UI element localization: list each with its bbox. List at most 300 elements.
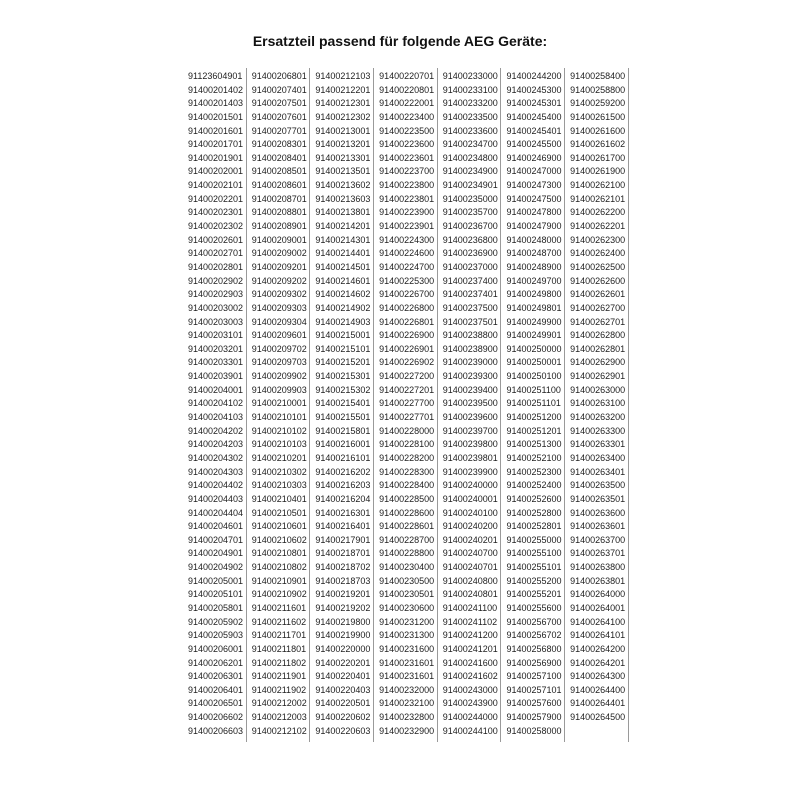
model-number-cell: 91400248900 xyxy=(506,261,562,272)
model-number-cell: 91400251200 xyxy=(506,412,562,423)
model-number-cell: 91400233100 xyxy=(442,84,498,95)
model-number-cell: 91400206401 xyxy=(188,684,244,695)
model-number-cell: 91400262701 xyxy=(570,316,626,327)
model-number-cell: 91400220000 xyxy=(315,643,371,654)
model-number-cell: 91400223601 xyxy=(379,152,435,163)
model-number-cell: 91400230600 xyxy=(379,602,435,613)
model-number-cell: 91400264000 xyxy=(570,589,626,600)
model-number-cell: 91400263401 xyxy=(570,466,626,477)
model-number-cell: 91400261700 xyxy=(570,152,626,163)
model-number-cell: 91400249901 xyxy=(506,330,562,341)
model-number-cell: 91400263200 xyxy=(570,412,626,423)
model-number-cell: 91400250000 xyxy=(506,343,562,354)
model-number-cell: 91400213301 xyxy=(315,152,371,163)
model-number-cell: 91400230400 xyxy=(379,562,435,573)
model-number-cell: 91400214501 xyxy=(315,261,371,272)
model-number-cell: 91400205801 xyxy=(188,602,244,613)
model-number-cell: 91400203301 xyxy=(188,357,244,368)
model-number-cell: 91400237500 xyxy=(442,302,498,313)
model-number-cell: 91400228601 xyxy=(379,521,435,532)
model-number-cell: 91400233200 xyxy=(442,98,498,109)
model-number-cell: 91400228300 xyxy=(379,466,435,477)
model-number-cell: 91400214401 xyxy=(315,248,371,259)
model-number-cell: 91400202301 xyxy=(188,207,244,218)
model-number-cell: 91400208801 xyxy=(251,207,307,218)
model-number-cell: 91400219800 xyxy=(315,616,371,627)
model-number-cell: 91400240001 xyxy=(442,493,498,504)
model-number-cell: 91400234901 xyxy=(442,180,498,191)
model-number-cell: 91400204103 xyxy=(188,412,244,423)
model-number-cell: 91400264300 xyxy=(570,671,626,682)
model-number-cell: 91400215801 xyxy=(315,425,371,436)
model-number-cell: 91400240000 xyxy=(442,480,498,491)
model-number-cell: 91400226902 xyxy=(379,357,435,368)
model-number-cell: 91400212103 xyxy=(315,71,371,81)
model-number-cell: 91400239400 xyxy=(442,384,498,395)
model-number-cell: 91400258400 xyxy=(570,71,626,81)
model-number-cell: 91400239500 xyxy=(442,398,498,409)
model-number-cell: 91400252300 xyxy=(506,466,562,477)
model-number-cell: 91400213001 xyxy=(315,125,371,136)
model-number-cell: 91400208401 xyxy=(251,152,307,163)
model-number-cell: 91400212201 xyxy=(315,84,371,95)
model-number-cell: 91400226900 xyxy=(379,330,435,341)
model-number-cell: 91400209601 xyxy=(251,330,307,341)
model-number-cell: 91400263501 xyxy=(570,493,626,504)
model-number-cell: 91400206801 xyxy=(251,71,307,81)
model-number-cell: 91400263601 xyxy=(570,521,626,532)
model-number-cell: 91400240700 xyxy=(442,548,498,559)
model-number-cell: 91400210103 xyxy=(251,439,307,450)
model-number-cell: 91400214903 xyxy=(315,316,371,327)
model-number-cell: 91400245500 xyxy=(506,139,562,150)
model-number-cell: 91400243000 xyxy=(442,684,498,695)
model-number-cell: 91400226801 xyxy=(379,316,435,327)
model-number-cell: 91400262900 xyxy=(570,357,626,368)
model-number-cell: 91400219900 xyxy=(315,630,371,641)
model-number-cell: 91400213602 xyxy=(315,180,371,191)
model-number-cell: 91400202101 xyxy=(188,180,244,191)
model-number-cell: 91400264200 xyxy=(570,643,626,654)
model-number-cell: 91400205903 xyxy=(188,630,244,641)
model-number-cell: 91400210501 xyxy=(251,507,307,518)
model-number-cell: 91400208501 xyxy=(251,166,307,177)
model-number-cell: 91400247000 xyxy=(506,166,562,177)
model-number-cell: 91400263700 xyxy=(570,534,626,545)
model-number-cell: 91400223500 xyxy=(379,125,435,136)
model-number-cell: 91400223600 xyxy=(379,139,435,150)
model-number-cell: 91400240801 xyxy=(442,589,498,600)
model-number-cell: 91400233500 xyxy=(442,111,498,122)
model-column xyxy=(247,68,311,742)
model-number-cell: 91400209304 xyxy=(251,316,307,327)
model-number-cell: 91400206603 xyxy=(188,725,244,736)
model-number-cell: 91400232900 xyxy=(379,725,435,736)
model-number-cell: 91400249700 xyxy=(506,275,562,286)
model-number-cell: 91400231600 xyxy=(379,643,435,654)
model-number-cell: 91400251100 xyxy=(506,384,561,395)
model-number-cell: 91400212003 xyxy=(251,712,307,723)
model-number-cell: 91400206201 xyxy=(188,657,244,668)
model-number-cell: 91400238900 xyxy=(442,343,498,354)
model-number-cell: 91400263801 xyxy=(570,575,626,586)
model-number-cell: 91400264401 xyxy=(570,698,626,709)
model-number-cell: 91400216301 xyxy=(315,507,371,518)
model-number-cell: 91400247900 xyxy=(506,221,562,232)
model-number-cell: 91400236800 xyxy=(442,234,498,245)
model-number-cell: 91400201701 xyxy=(188,139,244,150)
model-number-cell: 91400230500 xyxy=(379,575,435,586)
model-number-cell: 91400244200 xyxy=(506,71,562,81)
model-number-cell: 91400211901 xyxy=(251,671,307,682)
model-number-cell: 91400244000 xyxy=(442,712,498,723)
model-number-cell: 91400234900 xyxy=(442,166,498,177)
model-number-cell: 91400203101 xyxy=(188,330,244,341)
model-number-cell: 91400240201 xyxy=(442,534,498,545)
model-number-cell: 91400231601 xyxy=(379,657,435,668)
model-number-cell: 91400255100 xyxy=(506,548,562,559)
model-number-cell: 91400255200 xyxy=(506,575,562,586)
model-number-cell: 91400214301 xyxy=(315,234,371,245)
model-number-cell: 91400204403 xyxy=(188,493,244,504)
model-number-cell: 91400248700 xyxy=(506,248,562,259)
model-number-cell: 91400202701 xyxy=(188,248,244,259)
model-number-cell: 91400262100 xyxy=(570,180,626,191)
model-number-cell: 91400211701 xyxy=(251,630,307,641)
model-number-cell: 91400241600 xyxy=(442,657,498,668)
model-number-cell: 91400239900 xyxy=(442,466,498,477)
model-number-cell: 91400207501 xyxy=(251,98,307,109)
model-number-cell: 91400247300 xyxy=(506,180,562,191)
model-number-cell: 91400239800 xyxy=(442,439,498,450)
model-number-cell: 91400216001 xyxy=(315,439,371,450)
model-number-cell: 91400204203 xyxy=(188,439,244,450)
model-number-cell: 91400264101 xyxy=(570,630,626,641)
model-number-cell: 91400207401 xyxy=(251,84,307,95)
model-number-cell: 91400209702 xyxy=(251,343,307,354)
model-number-cell: 91400232100 xyxy=(379,698,435,709)
model-number-cell: 91400204302 xyxy=(188,452,244,463)
model-number-cell: 91400228500 xyxy=(379,493,435,504)
model-number-cell: 91400257900 xyxy=(506,712,562,723)
model-number-cell: 91400213603 xyxy=(315,193,371,204)
model-number-cell: 91400202601 xyxy=(188,234,244,245)
model-column xyxy=(374,68,438,742)
model-number-cell: 91400226901 xyxy=(379,343,435,354)
model-number-cell: 91400263100 xyxy=(570,398,626,409)
model-number-cell: 91400202902 xyxy=(188,275,244,286)
model-number-cell: 91400210901 xyxy=(251,575,307,586)
model-number-cell: 91400223800 xyxy=(379,180,435,191)
model-number-cell: 91400204001 xyxy=(188,384,244,395)
model-number-cell: 91400228100 xyxy=(379,439,435,450)
model-number-cell: 91400237501 xyxy=(442,316,498,327)
model-number-cell: 91400252400 xyxy=(506,480,562,491)
model-number-cell: 91400262801 xyxy=(570,343,626,354)
model-number-cell: 91400252800 xyxy=(506,507,562,518)
model-number-cell: 91400239600 xyxy=(442,412,498,423)
model-number-cell: 91400210902 xyxy=(251,589,307,600)
model-number-cell: 91400261600 xyxy=(570,125,626,136)
model-number-cell: 91400244100 xyxy=(442,725,498,736)
model-number-cell: 91400209302 xyxy=(251,289,307,300)
model-number-cell: 91400204202 xyxy=(188,425,244,436)
model-number-cell: 91400203201 xyxy=(188,343,244,354)
model-number-cell: 91400215501 xyxy=(315,412,371,423)
model-number-cell: 91400262700 xyxy=(570,302,626,313)
model-number-cell: 91400237000 xyxy=(442,261,498,272)
model-number-cell: 91400207701 xyxy=(251,125,307,136)
model-number-cell: 91400202201 xyxy=(188,193,244,204)
model-number-cell: 91400262400 xyxy=(570,248,626,259)
model-number-cell: 91400210102 xyxy=(251,425,307,436)
model-number-cell: 91400206602 xyxy=(188,712,244,723)
model-number-cell: 91400245300 xyxy=(506,84,562,95)
model-number-cell: 91400211801 xyxy=(251,643,307,654)
model-number-cell: 91400210201 xyxy=(251,452,307,463)
model-number-cell: 91400220403 xyxy=(315,684,371,695)
model-number-cell: 91400239801 xyxy=(442,452,498,463)
model-column xyxy=(438,68,502,742)
model-number-cell: 91400207601 xyxy=(251,111,307,122)
model-number-cell: 91400248000 xyxy=(506,234,562,245)
model-number-cell: 91400228600 xyxy=(379,507,435,518)
model-number-cell: 91400213501 xyxy=(315,166,371,177)
model-number-cell: 91400215301 xyxy=(315,371,371,382)
model-number-cell: 91400257100 xyxy=(506,671,562,682)
model-number-cell: 91400256900 xyxy=(506,657,562,668)
model-number-cell: 91400256800 xyxy=(506,643,562,654)
model-number-cell: 91400219202 xyxy=(315,602,371,613)
page-title: Ersatzteil passend für folgende AEG Geräte: xyxy=(252,33,548,49)
model-number-cell: 91400220401 xyxy=(315,671,371,682)
model-number-cell: 91400228200 xyxy=(379,452,435,463)
model-number-cell: 91400262300 xyxy=(570,234,626,245)
model-number-cell: 91400220801 xyxy=(379,84,435,95)
model-number-cell: 91400245301 xyxy=(506,98,562,109)
model-number-cell: 91400252100 xyxy=(506,452,562,463)
model-number-cell: 91400262201 xyxy=(570,221,626,232)
model-number-cell: 91400228700 xyxy=(379,534,435,545)
model-number-cell: 91400212002 xyxy=(251,698,307,709)
model-number-cell: 91400263300 xyxy=(570,425,626,436)
model-number-cell: 91400241102 xyxy=(442,616,498,627)
model-number-cell: 91400226700 xyxy=(379,289,435,300)
model-number-cell: 91400208601 xyxy=(251,180,307,191)
model-number-cell: 91400263301 xyxy=(570,439,626,450)
model-number-cell: 91400215101 xyxy=(315,343,371,354)
model-number-cell: 91400223900 xyxy=(379,207,435,218)
model-number-cell: 91400231300 xyxy=(379,630,435,641)
model-number-cell: 91400263701 xyxy=(570,548,626,559)
model-column xyxy=(501,68,565,742)
model-number-cell: 91400215401 xyxy=(315,398,371,409)
model-number-cell: 91400259200 xyxy=(570,98,626,109)
model-number-cell: 91400241201 xyxy=(442,643,498,654)
model-number-cell: 91400261900 xyxy=(570,166,626,177)
model-number-cell: 91400222001 xyxy=(379,98,435,109)
model-number-cell: 91400262500 xyxy=(570,261,626,272)
model-number-cell: 91400204303 xyxy=(188,466,244,477)
model-number-cell: 91400201403 xyxy=(188,98,244,109)
model-number-cell: 91400263400 xyxy=(570,452,626,463)
model-number-cell: 91400212102 xyxy=(251,725,307,736)
model-number-cell: 91400226800 xyxy=(379,302,435,313)
model-column xyxy=(183,68,247,742)
model-number-cell: 91400227200 xyxy=(379,371,435,382)
model-number-cell: 91400251101 xyxy=(506,398,561,409)
model-number-cell: 91400247500 xyxy=(506,193,562,204)
model-number-cell: 91400241602 xyxy=(442,671,498,682)
model-number-cell: 91400231601 xyxy=(379,671,435,682)
model-number-cell: 91400216203 xyxy=(315,480,371,491)
model-number-cell: 91400249801 xyxy=(506,302,562,313)
model-number-cell: 91400262601 xyxy=(570,289,626,300)
model-column xyxy=(310,68,374,742)
model-number-cell: 91400239000 xyxy=(442,357,498,368)
model-number-cell: 91400243900 xyxy=(442,698,498,709)
model-number-cell: 91400209001 xyxy=(251,234,307,245)
model-number-cell: 91400204102 xyxy=(188,398,244,409)
model-number-cell: 91400240701 xyxy=(442,562,498,573)
model-number-cell: 91400239300 xyxy=(442,371,498,382)
model-number-cell: 91400255600 xyxy=(506,602,562,613)
model-number-cell: 91400209902 xyxy=(251,371,307,382)
model-number-cell: 91400218703 xyxy=(315,575,371,586)
model-number-cell: 91400234800 xyxy=(442,152,498,163)
model-number-cell: 91400245401 xyxy=(506,125,562,136)
model-number-cell: 91400249800 xyxy=(506,289,562,300)
model-number-cell: 91400204902 xyxy=(188,562,244,573)
model-number-cell: 91400208901 xyxy=(251,221,307,232)
model-number-cell: 91400213801 xyxy=(315,207,371,218)
model-number-cell: 91400245400 xyxy=(506,111,562,122)
model-number-cell: 91400235000 xyxy=(442,193,498,204)
model-number-cell: 91400257600 xyxy=(506,698,562,709)
model-number-cell: 91400261500 xyxy=(570,111,626,122)
model-number-cell: 91400210401 xyxy=(251,493,307,504)
model-number-cell: 91400216204 xyxy=(315,493,371,504)
model-number-cell: 91400215302 xyxy=(315,384,371,395)
model-number-cell: 91400201501 xyxy=(188,111,244,122)
model-number-cell: 91400217901 xyxy=(315,534,371,545)
model-number-cell: 91400204402 xyxy=(188,480,244,491)
model-number-cell: 91400212301 xyxy=(315,98,371,109)
model-number-cell: 91400264201 xyxy=(570,657,626,668)
model-number-cell: 91400264500 xyxy=(570,712,626,723)
model-number-cell: 91400211602 xyxy=(251,616,307,627)
model-number-cell: 91400210802 xyxy=(251,562,307,573)
model-number-cell: 91400250100 xyxy=(506,371,562,382)
model-number-cell: 91400203002 xyxy=(188,302,244,313)
model-number-cell: 91400263000 xyxy=(570,384,626,395)
model-number-cell: 91400210001 xyxy=(251,398,307,409)
model-number-cell: 91400227700 xyxy=(379,398,435,409)
model-number-cell: 91400228400 xyxy=(379,480,435,491)
model-number-cell: 91400263600 xyxy=(570,507,626,518)
model-number-cell: 91400224300 xyxy=(379,234,435,245)
model-number-cell: 91400251201 xyxy=(506,425,562,436)
model-number-cell: 91400219201 xyxy=(315,589,371,600)
model-number-cell: 91400212302 xyxy=(315,111,371,122)
model-number-cell: 91400240100 xyxy=(442,507,498,518)
model-number-cell: 91400249900 xyxy=(506,316,562,327)
model-number-cell: 91400220602 xyxy=(315,712,371,723)
model-number-cell: 91400224700 xyxy=(379,261,435,272)
model-number-cell: 91400234700 xyxy=(442,139,498,150)
model-number-cell: 91400204404 xyxy=(188,507,244,518)
model-number-cell: 91400202903 xyxy=(188,289,244,300)
model-number-cell: 91400262200 xyxy=(570,207,626,218)
model-number-cell: 91400250001 xyxy=(506,357,562,368)
model-number-cell: 91400211902 xyxy=(251,684,307,695)
model-number-cell: 91400209903 xyxy=(251,384,307,395)
model-number-cell: 91400233600 xyxy=(442,125,498,136)
model-number-cell: 91400220201 xyxy=(315,657,371,668)
model-number-cell: 91400223700 xyxy=(379,166,435,177)
model-number-cell: 91400225300 xyxy=(379,275,435,286)
model-number-cell: 91400223901 xyxy=(379,221,435,232)
model-number-cell: 91400261602 xyxy=(570,139,626,150)
model-number-cell: 91400208301 xyxy=(251,139,307,150)
model-number-cell: 91400264400 xyxy=(570,684,626,695)
model-number-cell: 91400215201 xyxy=(315,357,371,368)
model-number-cell: 91400202302 xyxy=(188,221,244,232)
model-number-cell: 91400236900 xyxy=(442,248,498,259)
model-number-cell: 91400203901 xyxy=(188,371,244,382)
model-number-cell: 91400220603 xyxy=(315,725,371,736)
model-number-cell: 91400220701 xyxy=(379,71,435,81)
model-number-cell: 91400232000 xyxy=(379,684,435,695)
model-number-cell: 91400262101 xyxy=(570,193,626,204)
model-number-cell: 91400210303 xyxy=(251,480,307,491)
model-number-cell: 91400213201 xyxy=(315,139,371,150)
model-number-cell: 91400238800 xyxy=(442,330,498,341)
model-number-cell: 91400231200 xyxy=(379,616,435,627)
model-number-cell: 91400264100 xyxy=(570,616,626,627)
model-number-cell: 91400214601 xyxy=(315,275,371,286)
model-number-cell: 91400256700 xyxy=(506,616,562,627)
model-number-cell: 91400216101 xyxy=(315,452,371,463)
model-number-cell: 91400201901 xyxy=(188,152,244,163)
model-number-cell: 91400216401 xyxy=(315,521,371,532)
model-number-cell: 91400223400 xyxy=(379,111,435,122)
model-number-cell: 91400202801 xyxy=(188,261,244,272)
model-number-cell: 91400232800 xyxy=(379,712,435,723)
model-number-cell: 91400209303 xyxy=(251,302,307,313)
model-number-cell: 91400216202 xyxy=(315,466,371,477)
model-number-cell: 91400210602 xyxy=(251,534,307,545)
model-number-cell: 91400237400 xyxy=(442,275,498,286)
model-number-cell: 91400206501 xyxy=(188,698,244,709)
model-number-cell: 91400211601 xyxy=(251,602,307,613)
model-number-cell: 91400206301 xyxy=(188,671,244,682)
model-number-cell: 91400204701 xyxy=(188,534,244,545)
model-number-cell: 91400255201 xyxy=(506,589,562,600)
model-number-cell: 91123604901 xyxy=(188,71,243,81)
model-number-cell: 91400247800 xyxy=(506,207,562,218)
model-number-cell: 91400210601 xyxy=(251,521,307,532)
model-number-cell: 91400205902 xyxy=(188,616,244,627)
model-number-cell: 91400237401 xyxy=(442,289,498,300)
model-number-cell: 91400214902 xyxy=(315,302,371,313)
model-number-cell: 91400205001 xyxy=(188,575,244,586)
model-number-cell: 91400264001 xyxy=(570,602,626,613)
model-number-cell: 91400239700 xyxy=(442,425,498,436)
model-number-cell: 91400215001 xyxy=(315,330,371,341)
model-number-cell: 91400258000 xyxy=(506,725,562,736)
model-number-cell: 91400251300 xyxy=(506,439,562,450)
